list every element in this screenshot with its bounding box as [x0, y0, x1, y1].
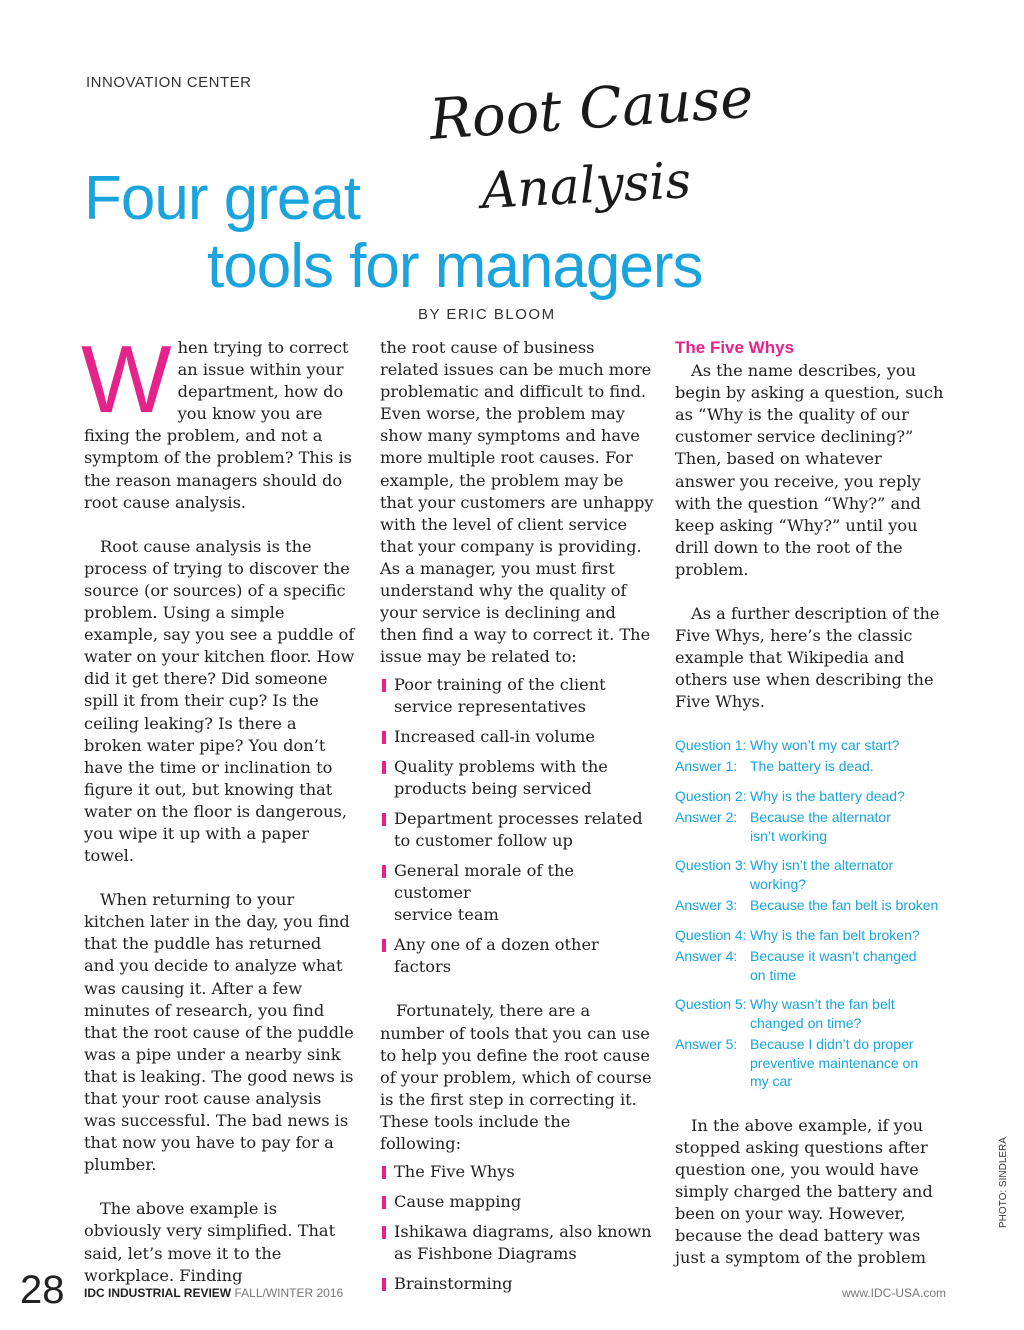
- answer-2: Answer 2: Because the alternator isn’t working: [675, 809, 891, 844]
- answer-4: Answer 4: Because it wasn’t changed on time: [675, 948, 917, 983]
- page-number: 28: [20, 1268, 65, 1312]
- article-column-2: [380, 337, 655, 1317]
- body-paragraph: The above example is obviously very simplified. That said, let’s move it to the workplace. Finding: [84, 1199, 336, 1285]
- list-item: Ishikawa diagrams, also known as Fishbone Diagrams: [380, 1221, 655, 1265]
- question-3: Question 3: Why isn’t the alternator working?: [675, 857, 894, 892]
- list-item: Poor training of the client service representatives: [380, 674, 655, 718]
- handwritten-title-line-2: Analysis: [479, 151, 693, 220]
- list-item: General morale of the customer service team: [380, 860, 655, 926]
- intro-text: hen trying to correct an issue within your department, how do you know you are fixing the problem, and not a symptom of the problem? This is the reason managers should do root cause analysis.: [84, 338, 352, 512]
- list-item: Quality problems with the products being serviced: [380, 756, 655, 800]
- answer-3: Answer 3: Because the fan belt is broken: [675, 897, 939, 913]
- list-item: Increased call-in volume: [380, 726, 655, 748]
- question-5: Question 5: Why wasn’t the fan belt changed on time?: [675, 996, 895, 1031]
- headline-line-2: tools for managers: [207, 232, 703, 301]
- body-paragraph: the root cause of business related issues can be much more problematic and difficult to find. Even worse, the problem may show many symptoms and have more multiple root causes. For example, the problem may be that your customers are unhappy with the level of client service that your company is providing. As a manager, you must first understand why the quality of your service is declining and then find a way to correct it. The issue may be related to:: [380, 338, 654, 667]
- photo-credit: PHOTO: SINDLERA: [998, 1137, 1009, 1228]
- list-item: The Five Whys: [380, 1161, 655, 1183]
- list-item: Brainstorming: [380, 1273, 655, 1295]
- body-paragraph: Fortunately, there are a number of tools that you can use to help you define the root cause of your problem, which of course is the first step in correcting it. These tools include the following:: [380, 1001, 652, 1153]
- question-2: Question 2: Why is the battery dead?: [675, 787, 905, 804]
- five-whys-example: [675, 736, 945, 1091]
- list-item: Department processes related to customer follow up: [380, 808, 655, 852]
- list-item: Any one of a dozen other factors: [380, 934, 655, 978]
- section-label: INNOVATION CENTER: [86, 74, 252, 91]
- article-column-1: [81, 326, 356, 1309]
- issues-list: [380, 674, 655, 978]
- footer-url: www.IDC-USA.com: [842, 1286, 947, 1300]
- body-paragraph: When returning to your kitchen later in the day, you find that the puddle has returned and you decide to analyze what was causing it. After a few minutes of research, you find that the root cause of the puddle was a pipe under a nearby sink that is leaking. The good news is that your root cause analysis was successful. The bad news is that now you have to pay for a plumber.: [84, 890, 354, 1175]
- article-column-3: [675, 337, 945, 1291]
- footer-publication: [84, 1286, 343, 1300]
- dropcap: W: [81, 326, 172, 433]
- body-paragraph: In the above example, if you stopped asking questions after question one, you would have simply charged the battery and been on your way. However, because the dead battery was just a symptom of the problem: [675, 1115, 933, 1268]
- issue-date: FALL/WINTER 2016: [234, 1286, 344, 1300]
- byline: BY ERIC BLOOM: [418, 306, 556, 323]
- answer-5: Answer 5: Because I didn’t do proper preventive maintenance on my car: [675, 1036, 919, 1089]
- answer-1: Answer 1: The battery is dead.: [675, 758, 874, 774]
- body-paragraph: As a further description of the Five Whys, here’s the classic example that Wikipedia and others use when describing the Five Whys.: [675, 604, 940, 712]
- body-paragraph: As the name describes, you begin by asking a question, such as “Why is the quality of our customer service declining?” Then, based on whatever answer you receive, you reply with the question “Why?” and keep asking “Why?” until you drill down to the root of the problem.: [675, 361, 944, 579]
- tools-list: [380, 1161, 655, 1295]
- question-1: Question 1: Why won’t my car start?: [675, 736, 900, 753]
- intro-paragraph: [81, 326, 356, 514]
- body-paragraph: Root cause analysis is the process of trying to discover the source (or sources) of a specific problem. Using a simple example, say you see a puddle of water on your kitchen floor. How did it get there? Did someone spill it from their cup? Is the ceiling leaking? Is there a broken water pipe? You don’t have the time or inclination to figure it out, but knowing that water on the floor is dangerous, you wipe it up with a paper towel.: [84, 536, 355, 866]
- list-item: Cause mapping: [380, 1191, 655, 1213]
- handwritten-title-line-1: Root Cause: [427, 65, 756, 153]
- subhead-five-whys: The Five Whys: [675, 338, 795, 357]
- publication-name: IDC INDUSTRIAL REVIEW: [84, 1286, 232, 1300]
- headline-line-1: Four great: [84, 164, 361, 233]
- question-4: Question 4: Why is the fan belt broken?: [675, 926, 920, 943]
